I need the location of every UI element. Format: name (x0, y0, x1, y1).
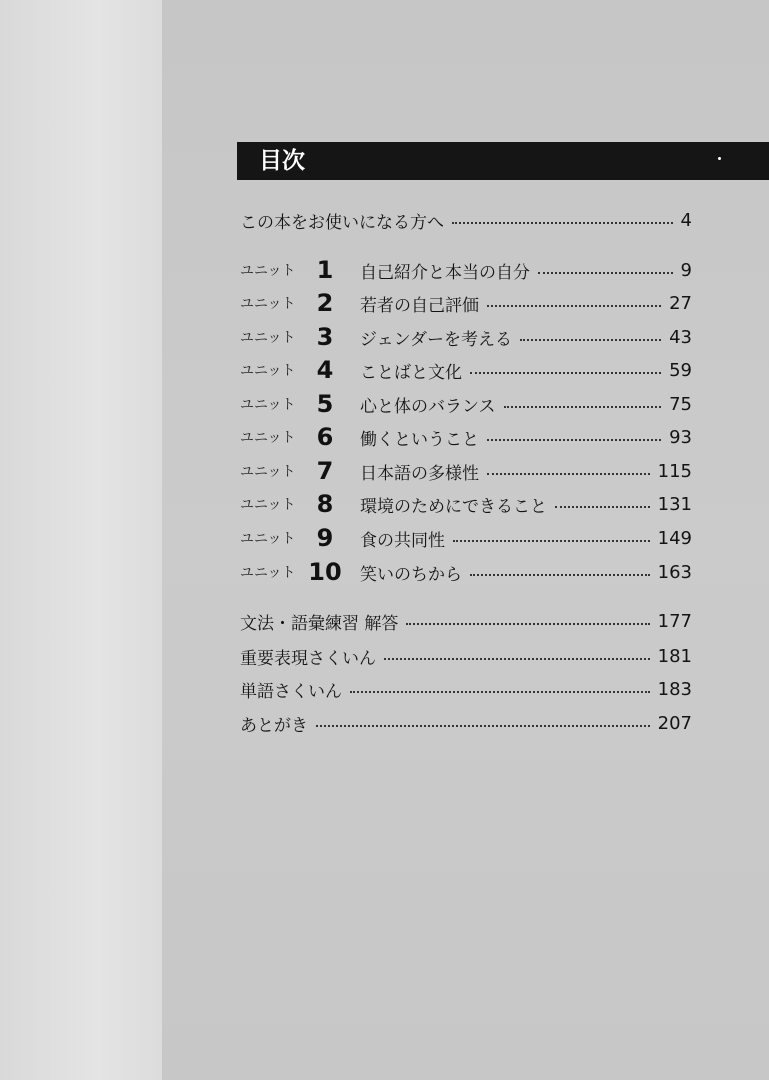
unit-title: 自己紹介と本当の自分 (360, 262, 530, 283)
page-number: 177 (657, 610, 692, 632)
entry-text: 重要表現さくいん (240, 648, 376, 669)
dot-leader (487, 439, 661, 441)
unit-number: 2 (316, 289, 334, 317)
toc-entry-unit-8[interactable] (240, 489, 692, 519)
toc-entry-unit-4[interactable] (240, 355, 692, 385)
dot-leader (452, 222, 673, 224)
unit-title: 働くということ (360, 429, 479, 450)
page-number: 27 (669, 292, 692, 314)
toc-title-bar (237, 142, 769, 180)
toc-entry-unit-3[interactable] (240, 322, 692, 352)
toc-entry-unit-1[interactable] (240, 255, 692, 285)
page-number: 43 (669, 326, 692, 348)
toc-entry-intro[interactable] (240, 205, 692, 235)
toc-entry-unit-5[interactable] (240, 389, 692, 419)
unit-label: ユニット (240, 363, 296, 379)
unit-title: 笑いのちから (360, 564, 462, 585)
toc-entry-afterword[interactable] (240, 708, 692, 738)
unit-title: ことばと文化 (360, 362, 462, 383)
unit-number: 3 (316, 323, 334, 351)
page-number: 115 (657, 460, 692, 482)
unit-label: ユニット (240, 464, 296, 480)
unit-title: 心と体のバランス (360, 396, 496, 417)
toc-entry-unit-9[interactable] (240, 523, 692, 553)
dot-leader (406, 623, 649, 625)
page-number: 59 (669, 359, 692, 381)
toc-entry-unit-7[interactable] (240, 456, 692, 486)
dot-leader (555, 506, 650, 508)
unit-label: ユニット (240, 296, 296, 312)
dot-leader (453, 540, 650, 542)
unit-label: ユニット (240, 531, 296, 547)
unit-title: ジェンダーを考える (360, 329, 512, 350)
dot-leader (538, 272, 673, 274)
unit-number: 5 (316, 390, 334, 418)
page-number: 181 (657, 645, 692, 667)
dot-leader (487, 305, 661, 307)
unit-label: ユニット (240, 263, 296, 279)
toc-title: 目次 (259, 148, 305, 174)
unit-title: 若者の自己評価 (360, 295, 479, 316)
page-number: 9 (680, 259, 692, 281)
toc-entry-unit-2[interactable] (240, 288, 692, 318)
dot-leader (520, 339, 661, 341)
title-bar-dot (718, 157, 721, 160)
page-number: 4 (680, 209, 692, 231)
unit-number: 8 (316, 490, 334, 518)
unit-label: ユニット (240, 330, 296, 346)
unit-label: ユニット (240, 497, 296, 513)
page-number: 75 (669, 393, 692, 415)
entry-text: あとがき (240, 715, 308, 736)
entry-text: 単語さくいん (240, 681, 342, 702)
page-number: 183 (657, 678, 692, 700)
page-number: 131 (657, 493, 692, 515)
entry-text: 文法・語彙練習 解答 (240, 613, 399, 634)
toc-entry-word-index[interactable] (240, 674, 692, 704)
dot-leader (487, 473, 650, 475)
dot-leader (470, 372, 661, 374)
dot-leader (384, 658, 650, 660)
unit-title: 日本語の多様性 (360, 463, 479, 484)
toc-entry-answers[interactable] (240, 606, 692, 636)
unit-title: 環境のためにできること (360, 496, 547, 517)
unit-number: 4 (316, 356, 334, 384)
unit-label: ユニット (240, 397, 296, 413)
dot-leader (504, 406, 662, 408)
unit-label: ユニット (240, 430, 296, 446)
toc-entry-unit-6[interactable] (240, 422, 692, 452)
unit-number: 6 (316, 423, 334, 451)
entry-text: この本をお使いになる方へ (240, 212, 444, 233)
unit-number: 9 (316, 524, 334, 552)
page-number: 149 (657, 527, 692, 549)
dot-leader (316, 725, 650, 727)
page-number: 163 (657, 561, 692, 583)
page-number: 93 (669, 426, 692, 448)
dot-leader (350, 691, 650, 693)
unit-number: 1 (316, 256, 334, 284)
toc-entry-expression-index[interactable] (240, 641, 692, 671)
toc-entry-unit-10[interactable] (240, 557, 692, 587)
unit-label: ユニット (240, 565, 296, 581)
unit-number: 7 (316, 457, 334, 485)
facing-page-edge (0, 0, 162, 1080)
unit-number: 10 (308, 558, 342, 586)
unit-title: 食の共同性 (360, 530, 445, 551)
page-number: 207 (657, 712, 692, 734)
dot-leader (470, 574, 650, 576)
